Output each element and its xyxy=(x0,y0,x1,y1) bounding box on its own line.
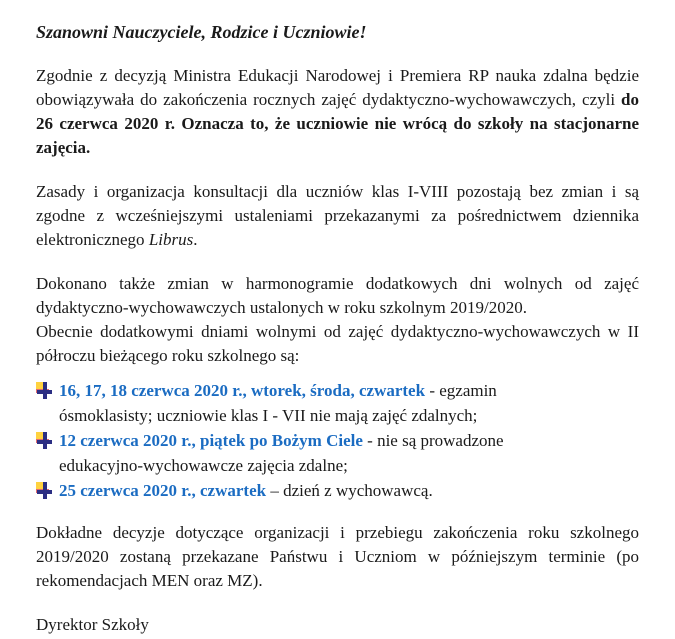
multicolor-cross-arrow-bullet-icon xyxy=(36,382,53,400)
list-item-free-day-corpus-christi xyxy=(36,428,639,478)
p2-before-text: Zasady i organizacja konsultacji dla uczniów klas I-VIII pozostają bez zmian i są zgodne z wcześniejszymi ustaleniami przekazanymi za pośrednictwem dziennika elektronicznego xyxy=(36,182,639,249)
list-item-text xyxy=(59,481,433,500)
p2-librus-name: Librus xyxy=(148,230,194,249)
list-item-free-day-homeroom xyxy=(36,478,639,503)
multicolor-cross-arrow-bullet-icon xyxy=(36,432,53,450)
paragraph-year-end-details: Dokładne decyzje dotyczące organizacji i przebiegu zakończenia roku szkolnego 2019/2020 zostaną przekazane Państwu i Uczniom w późniejszym terminie (po rekomendacjach MEN oraz MZ). xyxy=(36,523,639,590)
free-days-list xyxy=(36,378,639,503)
free-day-date: 12 czerwca 2020 r., piątek po Bożym Ciele xyxy=(59,431,363,450)
list-item-text xyxy=(59,381,639,428)
signature-principal: Dyrektor Szkoły xyxy=(36,615,149,634)
paragraph-consultations xyxy=(36,180,639,252)
free-day-description-line2: ósmoklasisty; uczniowie klas I - VII nie mają zajęć zdalnych; xyxy=(59,406,478,425)
list-item-free-day-exam xyxy=(36,378,639,428)
free-day-date: 16, 17, 18 czerwca 2020 r., wtorek, środa, czwartek xyxy=(59,381,426,400)
free-day-description: - nie są prowadzone xyxy=(362,431,504,450)
free-day-description: - egzamin xyxy=(425,381,497,400)
free-day-description: – dzień z wychowawcą. xyxy=(266,481,433,500)
paragraph-free-days-intro: Obecnie dodatkowymi dniami wolnymi od zajęć dydaktyczno-wychowawczych w II półroczu bieżącego roku szkolnego są: xyxy=(36,322,639,365)
free-day-description-line2: edukacyjno-wychowawcze zajęcia zdalne; xyxy=(59,456,348,475)
p1-bold-text: do 26 czerwca 2020 r. Oznacza to, że uczniowie nie wrócą do szkoły na stacjonarne zajęcia. xyxy=(36,90,639,157)
multicolor-cross-arrow-bullet-icon xyxy=(36,482,53,500)
paragraph-schedule-changes: Dokonano także zmian w harmonogramie dodatkowych dni wolnych od zajęć dydaktyczno-wychowawczych ustalonych w roku szkolnym 2019/2020. xyxy=(36,274,639,317)
letter-salutation-heading: Szanowni Nauczyciele, Rodzice i Uczniowie! xyxy=(36,22,367,42)
p2-after-text: . xyxy=(193,230,198,249)
free-day-date: 25 czerwca 2020 r., czwartek xyxy=(59,481,267,500)
p1-normal-text: Zgodnie z decyzją Ministra Edukacji Narodowej i Premiera RP nauka zdalna będzie obowiązywała do zakończenia rocznych zajęć dydaktyczno-wychowawczych, czyli xyxy=(36,66,639,109)
paragraph-remote-learning-decision xyxy=(36,64,639,160)
list-item-text xyxy=(59,431,639,478)
